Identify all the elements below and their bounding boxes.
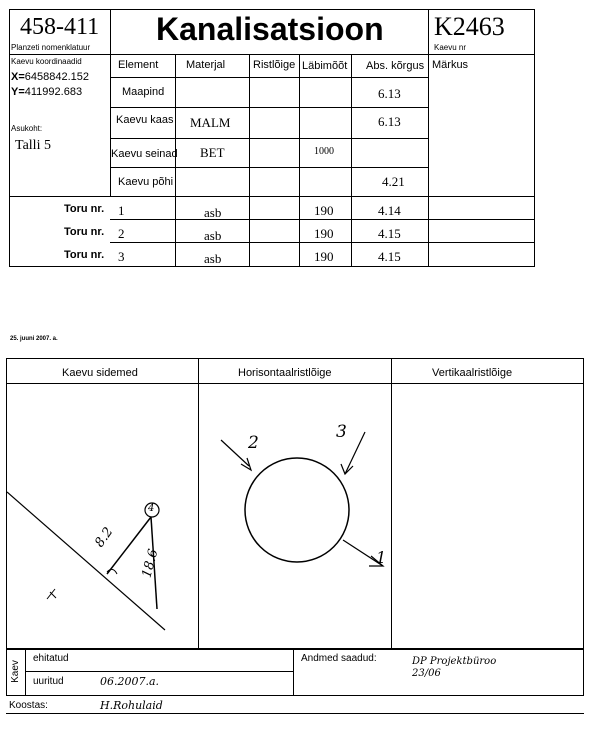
pipe-2-mark: 2 bbox=[248, 433, 259, 453]
compiled-value: H.Rohulaid bbox=[100, 699, 163, 712]
coord-y-value: 411992.683 bbox=[24, 86, 83, 98]
pipe-height: 4.15 bbox=[378, 249, 401, 264]
col-section: Ristlõige bbox=[253, 59, 296, 71]
sketch-col-ties: Kaevu sidemed bbox=[62, 367, 138, 379]
pipe-no: 2 bbox=[118, 226, 125, 241]
pipe-material: asb bbox=[204, 228, 222, 243]
row-material: MALM bbox=[190, 115, 231, 130]
row-height: 4.21 bbox=[382, 174, 405, 189]
coord-y bbox=[11, 86, 82, 98]
row-material: BET bbox=[200, 145, 225, 160]
location-value: Talli 5 bbox=[15, 138, 51, 153]
row-element: Maapind bbox=[122, 86, 165, 98]
pipe-3-mark: 3 bbox=[336, 422, 347, 442]
tie-a-label: 8.2 bbox=[92, 524, 117, 551]
row-element: Kaevu seinad bbox=[111, 148, 178, 160]
location-label: Asukoht: bbox=[11, 124, 43, 133]
well-mark-label: 4 bbox=[148, 503, 155, 514]
pipe-height: 4.15 bbox=[378, 226, 401, 241]
pipe-diameter: 190 bbox=[314, 226, 334, 241]
built-label: ehitatud bbox=[33, 653, 69, 664]
measured-value: 06.2007.a. bbox=[100, 675, 160, 688]
compiled-label: Koostas: bbox=[9, 700, 48, 711]
date-note: 25. juuni 2007. a. bbox=[10, 336, 58, 342]
col-diameter: Läbimõõt bbox=[302, 60, 348, 72]
nomenclature-value: 458-411 bbox=[20, 14, 100, 40]
measured-label: uuritud bbox=[33, 676, 64, 687]
tie-sketch bbox=[7, 384, 197, 648]
col-element: Element bbox=[118, 59, 159, 71]
pipe-no: 3 bbox=[118, 249, 125, 264]
footer-panel bbox=[6, 649, 584, 696]
row-diameter: 1000 bbox=[314, 146, 334, 157]
tie-b-label: 18.6 bbox=[139, 547, 162, 580]
row-height: 6.13 bbox=[378, 86, 401, 101]
col-note: Märkus bbox=[432, 59, 469, 71]
source-line1: DP Projektbüroo bbox=[412, 656, 497, 667]
coords-label: Kaevu koordinaadid bbox=[11, 57, 82, 66]
col-material: Materjal bbox=[186, 59, 226, 71]
well-number-value: K2463 bbox=[434, 12, 505, 41]
pipe-label: Toru nr. bbox=[64, 226, 105, 238]
sketch-col-horizontal: Horisontaalristlõige bbox=[238, 367, 332, 379]
pipe-no: 1 bbox=[118, 203, 125, 218]
sketch-col-vertical: Vertikaalristlõige bbox=[432, 367, 513, 379]
col-abs-height: Abs. kõrgus bbox=[366, 60, 425, 72]
nomenclature-label: Planzeti nomenklatuur bbox=[11, 43, 91, 52]
footer-side-label: Kaev bbox=[9, 660, 21, 683]
page-title: Kanalisatsioon bbox=[156, 11, 384, 47]
coord-x-value: 6458842.152 bbox=[24, 71, 89, 83]
pipe-material: asb bbox=[204, 251, 222, 266]
row-element: Kaevu kaas bbox=[116, 114, 174, 126]
horizontal-section-sketch bbox=[199, 384, 390, 648]
well-number-label: Kaevu nr bbox=[434, 43, 467, 52]
source-line2: 23/06 bbox=[412, 668, 441, 679]
coord-y-label: Y= bbox=[11, 86, 25, 98]
coord-x-label: X= bbox=[11, 71, 25, 83]
pipe-height: 4.14 bbox=[378, 203, 401, 218]
pipe-1-mark: 1 bbox=[376, 548, 387, 567]
pipe-label: Toru nr. bbox=[64, 203, 105, 215]
source-label: Andmed saadud: bbox=[301, 653, 377, 664]
coord-x bbox=[11, 71, 89, 83]
pipe-material: asb bbox=[204, 205, 222, 220]
row-element: Kaevu põhi bbox=[118, 176, 174, 188]
pipe-label: Toru nr. bbox=[64, 249, 105, 261]
row-height: 6.13 bbox=[378, 114, 401, 129]
pipe-diameter: 190 bbox=[314, 249, 334, 264]
pipe-diameter: 190 bbox=[314, 203, 334, 218]
